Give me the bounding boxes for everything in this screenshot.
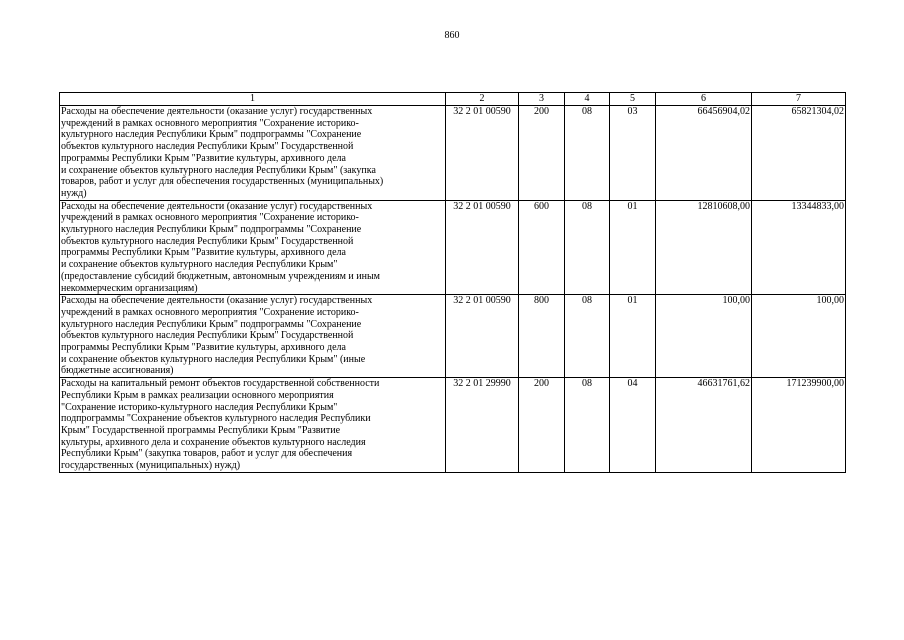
amount-column-7: 100,00: [752, 295, 846, 378]
column-header: 4: [565, 93, 610, 106]
amount-column-7: 171239900,00: [752, 378, 846, 473]
section-code: 08: [565, 106, 610, 201]
amount-column-6: 100,00: [656, 295, 752, 378]
row-description: Расходы на капитальный ремонт объектов государственной собственности Республики Крым в рамках реализации основного мероприятия "Сохранение историко-культурного наследия Республики Крым" подпрограммы "Сохранение объектов культурного наследия Республики Крым" Государственной программы Республики Крым "Развитие культуры, архивного дела и сохранение объектов культурного наследия Республики Крым" (закупка товаров, работ и услуг для обеспечения государственных (муниципальных) нужд): [60, 378, 446, 473]
expense-type-code: 800: [519, 295, 565, 378]
section-code: 08: [565, 200, 610, 295]
amount-column-6: 66456904,02: [656, 106, 752, 201]
table-header-row: [60, 93, 846, 106]
row-description: Расходы на обеспечение деятельности (оказание услуг) государственных учреждений в рамках основного мероприятия "Сохранение историко- культурного наследия Республики Крым" подпрограммы "Сохранение объектов культурного наследия Республики Крым" Государственной программы Республики Крым "Развитие культуры, архивного дела и сохранение объектов культурного наследия Республики Крым" (предоставление субсидий бюджетным, автономным учреждениям и иным некоммерческим организациям): [60, 200, 446, 295]
section-code: 08: [565, 295, 610, 378]
section-code: 08: [565, 378, 610, 473]
row-description: Расходы на обеспечение деятельности (оказание услуг) государственных учреждений в рамках основного мероприятия "Сохранение историко- культурного наследия Республики Крым" подпрограммы "Сохранение объектов культурного наследия Республики Крым" Государственной программы Республики Крым "Развитие культуры, архивного дела и сохранение объектов культурного наследия Республики Крым" (иные бюджетные ассигнования): [60, 295, 446, 378]
amount-column-6: 12810608,00: [656, 200, 752, 295]
subsection-code: 01: [610, 295, 656, 378]
column-header: 5: [610, 93, 656, 106]
row-description: Расходы на обеспечение деятельности (оказание услуг) государственных учреждений в рамках основного мероприятия "Сохранение историко- культурного наследия Республики Крым" подпрограммы "Сохранение объектов культурного наследия Республики Крым" Государственной программы Республики Крым "Развитие культуры, архивного дела и сохранение объектов культурного наследия Республики Крым" (закупка товаров, работ и услуг для обеспечения государственных (муниципальных) нужд): [60, 106, 446, 201]
target-article-code: 32 2 01 00590: [446, 200, 519, 295]
page-number: 860: [444, 30, 460, 41]
amount-column-6: 46631761,62: [656, 378, 752, 473]
column-header: 6: [656, 93, 752, 106]
target-article-code: 32 2 01 29990: [446, 378, 519, 473]
expense-type-code: 200: [519, 378, 565, 473]
column-header: 2: [446, 93, 519, 106]
target-article-code: 32 2 01 00590: [446, 295, 519, 378]
column-header: 1: [60, 93, 446, 106]
table-row: [60, 378, 846, 473]
column-header: 7: [752, 93, 846, 106]
table-row: [60, 295, 846, 378]
table-row: [60, 106, 846, 201]
amount-column-7: 65821304,02: [752, 106, 846, 201]
amount-column-7: 13344833,00: [752, 200, 846, 295]
target-article-code: 32 2 01 00590: [446, 106, 519, 201]
expense-type-code: 200: [519, 106, 565, 201]
subsection-code: 04: [610, 378, 656, 473]
expense-type-code: 600: [519, 200, 565, 295]
subsection-code: 01: [610, 200, 656, 295]
subsection-code: 03: [610, 106, 656, 201]
table-row: [60, 200, 846, 295]
column-header: 3: [519, 93, 565, 106]
budget-table: [59, 92, 846, 473]
